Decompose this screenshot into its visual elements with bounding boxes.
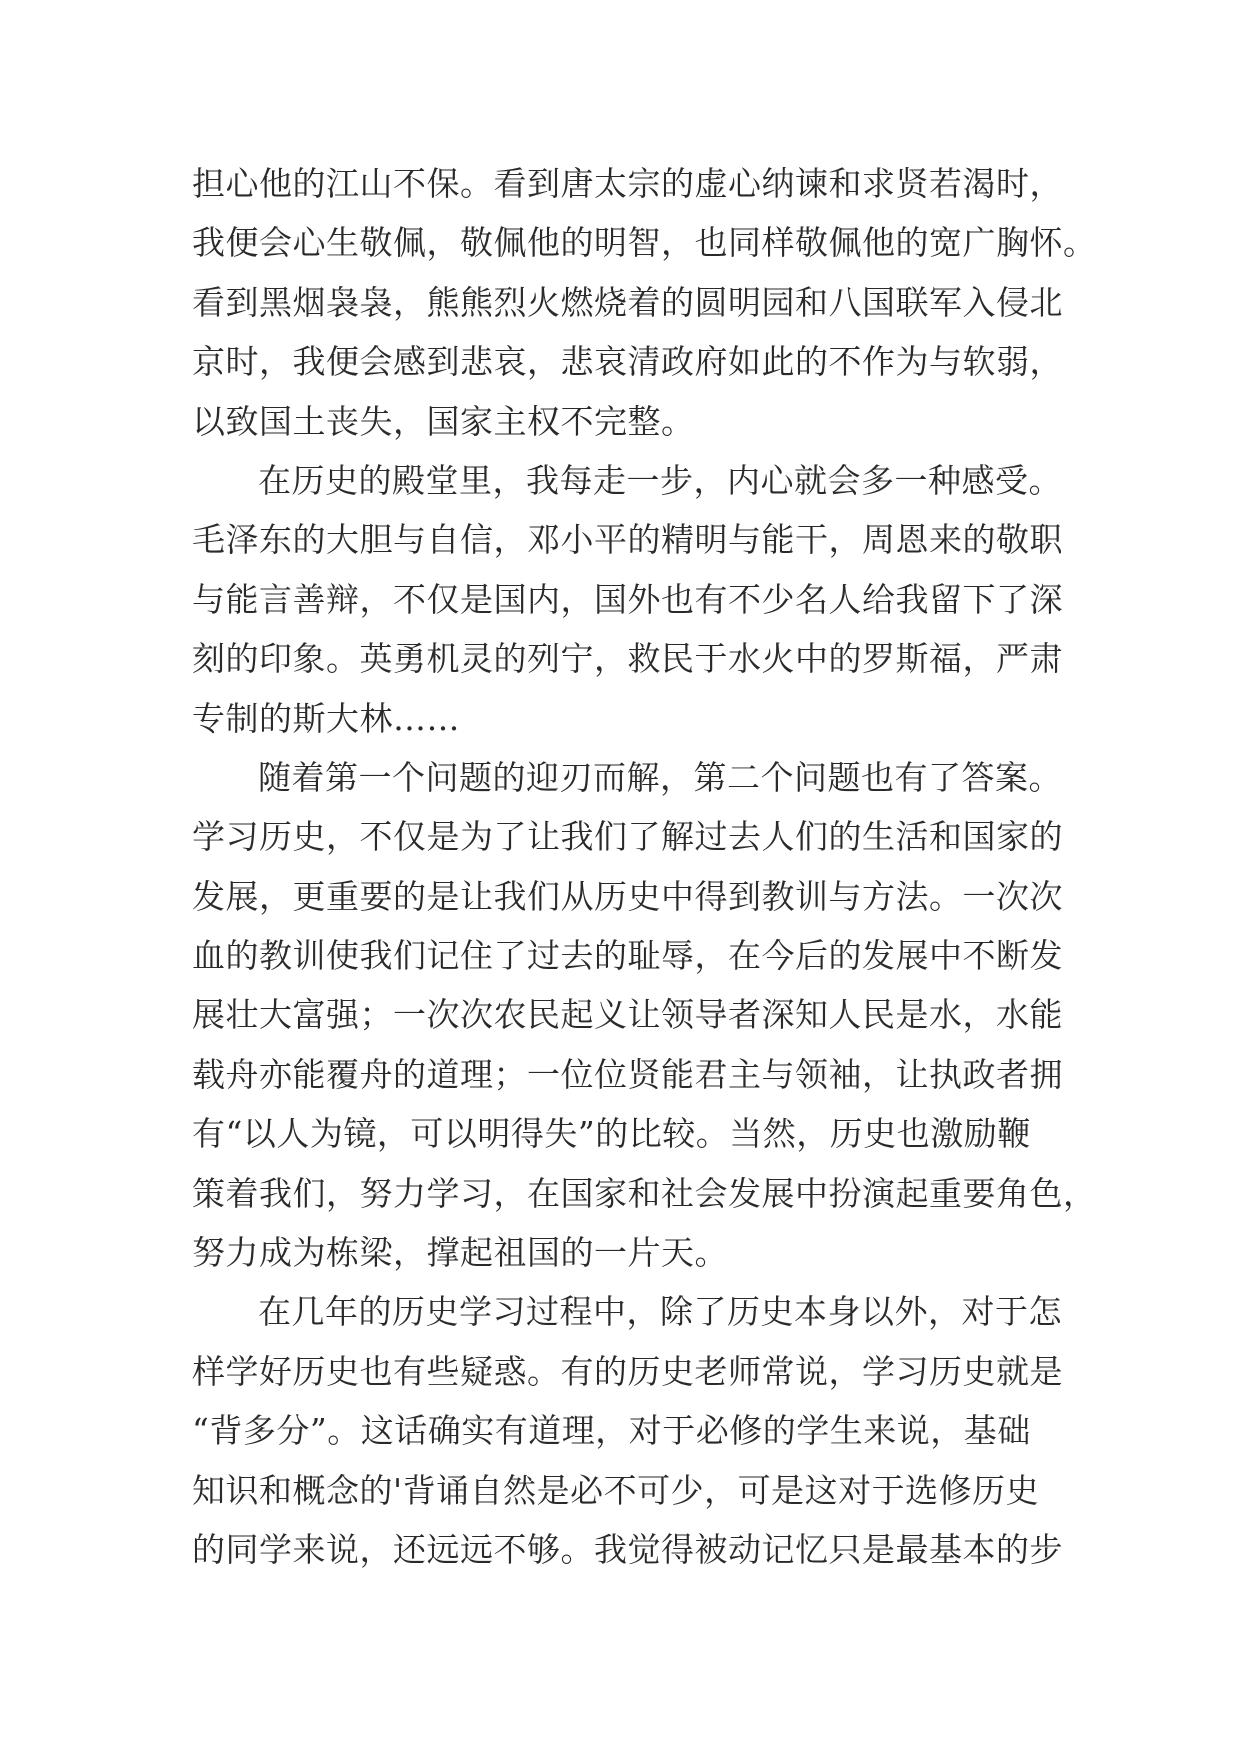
text-line: 样学好历史也有些疑惑。有的历史老师常说，学习历史就是 (192, 1351, 1063, 1391)
text-line: 毛泽东的大胆与自信，邓小平的精明与能干，周恩来的敬职 (192, 520, 1063, 560)
text-line: 努力成为栋梁，撑起祖国的一片天。 (192, 1233, 728, 1273)
text-line: 看到黑烟袅袅，熊熊烈火燃烧着的圆明园和八国联军入侵北 (192, 282, 1063, 322)
text-line: 载舟亦能覆舟的道理；一位位贤能君主与领袖，让执政者拥 (192, 1054, 1063, 1094)
text-line: 学习历史，不仅是为了让我们了解过去人们的生活和国家的 (192, 817, 1063, 857)
text-line: 在几年的历史学习过程中，除了历史本身以外，对于怎 (258, 1292, 1062, 1332)
text-line: 有“以人为镜，可以明得失”的比较。当然，历史也激励鞭 (192, 1114, 1031, 1154)
text-line: 刻的印象。英勇机灵的列宁，救民于水火中的罗斯福，严肃 (192, 639, 1063, 679)
text-line: 以致国土丧失，国家主权不完整。 (192, 401, 695, 441)
text-line: 专制的斯大林…… (192, 698, 460, 738)
text-line: 担心他的江山不保。看到唐太宗的虚心纳谏和求贤若渴时， (192, 164, 1063, 203)
document-body (192, 154, 1097, 1579)
text-line: 知识和概念的'背诵自然是必不可少，可是这对于选修历史 (192, 1470, 1040, 1510)
text-line: 与能言善辩，不仅是国内，国外也有不少名人给我留下了深 (192, 579, 1063, 619)
text-line: 展壮大富强；一次次农民起义让领导者深知人民是水，水能 (192, 995, 1063, 1035)
text-line: 策着我们，努力学习，在国家和社会发展中扮演起重要角色， (192, 1173, 1097, 1213)
text-line: 我便会心生敬佩，敬佩他的明智，也同样敬佩他的宽广胸怀。 (192, 223, 1097, 263)
text-line: 的同学来说，还远远不够。我觉得被动记忆只是最基本的步 (192, 1529, 1063, 1569)
text-line: 发展，更重要的是让我们从历史中得到教训与方法。一次次 (192, 876, 1063, 916)
text-line: 京时，我便会感到悲哀，悲哀清政府如此的不作为与软弱， (192, 342, 1063, 382)
text-line: 血的教训使我们记住了过去的耻辱，在今后的发展中不断发 (192, 936, 1063, 976)
text-line: 随着第一个问题的迎刃而解，第二个问题也有了答案。 (258, 757, 1062, 797)
text-line: 在历史的殿堂里，我每走一步，内心就会多一种感受。 (258, 460, 1062, 500)
text-line: “背多分”。这话确实有道理，对于必修的学生来说，基础 (192, 1411, 1031, 1451)
